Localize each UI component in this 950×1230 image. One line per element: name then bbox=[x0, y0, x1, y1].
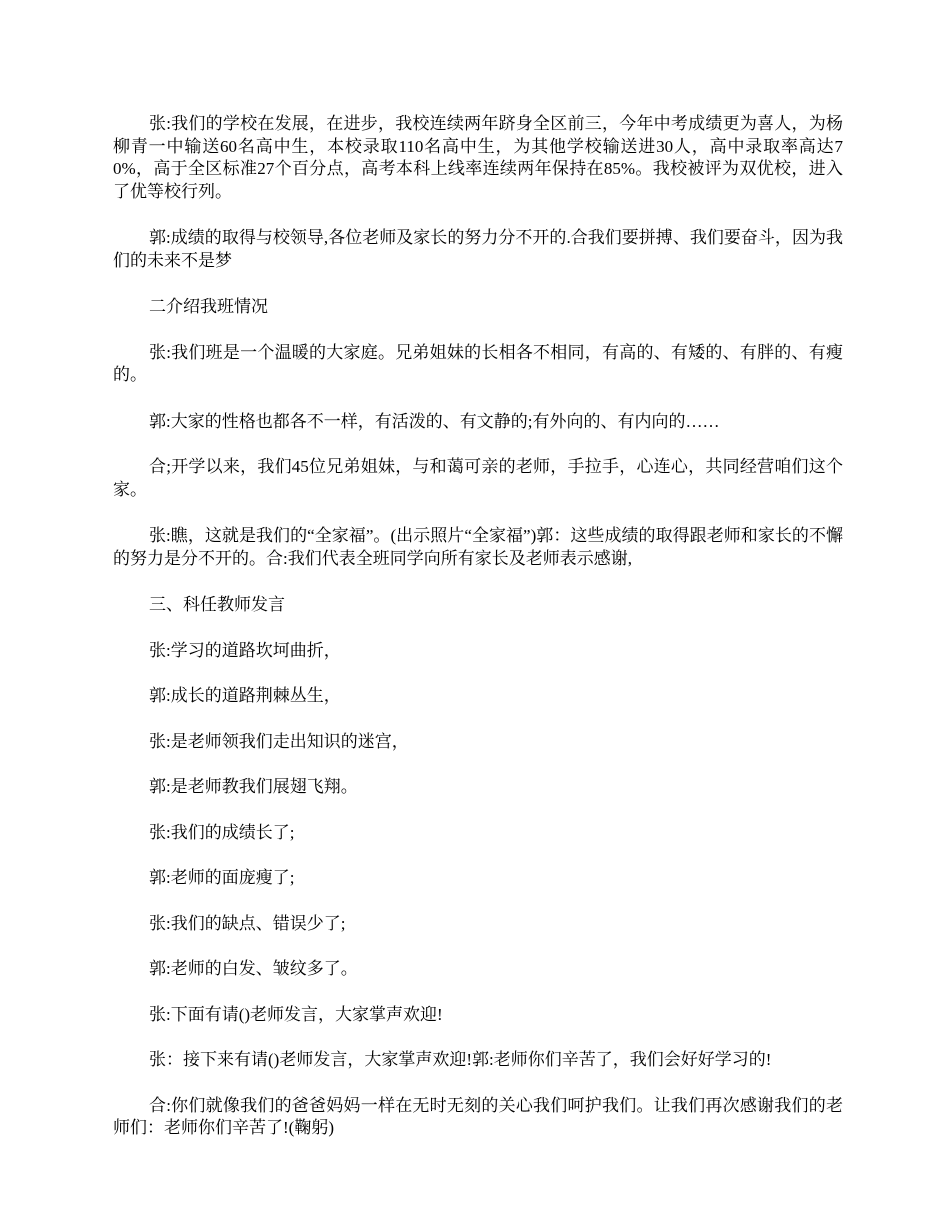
section-heading-teacher-speech: 三、科任教师发言 bbox=[149, 595, 285, 614]
line-growth-road: 郭:成长的道路荆棘丛生， bbox=[149, 686, 341, 705]
section-heading-class-intro: 二介绍我班情况 bbox=[149, 297, 268, 316]
line-study-road: 张:学习的道路坎坷曲折， bbox=[149, 640, 341, 660]
line-teacher-guides: 张:是老师领我们走出知识的迷宫， bbox=[149, 731, 409, 751]
paragraph-class-family: 张:我们班是一个温暖的大家庭。兄弟姐妹的长相各不相同，有高的、有矮的、有胖的、有瘦的。 bbox=[113, 342, 843, 384]
paragraph-achievement: 郭:成绩的取得与校领导,各位老师及家长的努力分不开的.合我们要拼搏、我们要奋斗，因为我们的未来不是梦 bbox=[113, 228, 843, 270]
line-fewer-mistakes: 张:我们的缺点、错误少了; bbox=[149, 913, 346, 933]
line-grades-grew: 张:我们的成绩长了; bbox=[149, 822, 295, 842]
line-more-grey-hair: 郭:老师的白发、皱纹多了。 bbox=[149, 959, 358, 978]
line-invite-teacher: 张:下面有请()老师发言，大家掌声欢迎! bbox=[149, 1004, 443, 1024]
paragraph-family-photo: 张:瞧，这就是我们的“全家福”。(出示照片“全家福”)郭：这些成绩的取得跟老师和家长的不懈的努力是分不开的。合:我们代表全班同学向所有家长及老师表示感谢, bbox=[113, 526, 843, 568]
paragraph-since-start: 合;开学以来，我们45位兄弟姐妹，与和蔼可亲的老师，手拉手，心连心，共同经营咱们这个家。 bbox=[113, 457, 843, 499]
paragraph-personalities: 郭:大家的性格也都各不一样，有活泼的、有文静的;有外向的、有内向的…… bbox=[149, 411, 720, 431]
line-teacher-thinner: 郭:老师的面庞瘦了; bbox=[149, 868, 295, 887]
paragraph-school-progress: 张:我们的学校在发展，在进步，我校连续两年跻身全区前三，今年中考成绩更为喜人，为杨柳青一中输送60名高中生，本校录取110名高中生，为其他学校输送进30人，高中录取率高达70%，高于全区标准27个百分点，高考本科上线率连续两年保持在85%。我校被评为双优校，进入了优等校行列。 bbox=[113, 114, 843, 201]
document-page bbox=[113, 113, 843, 1164]
line-next-teacher: 张：接下来有请()老师发言，大家掌声欢迎!郭:老师你们辛苦了，我们会好好学习的! bbox=[149, 1050, 772, 1069]
paragraph-closing-thanks: 合:你们就像我们的爸爸妈妈一样在无时无刻的关心我们呵护我们。让我们再次感谢我们的老师们：老师你们辛苦了!(鞠躬) bbox=[113, 1095, 843, 1137]
line-teacher-teaches: 郭:是老师教我们展翅飞翔。 bbox=[149, 777, 358, 796]
